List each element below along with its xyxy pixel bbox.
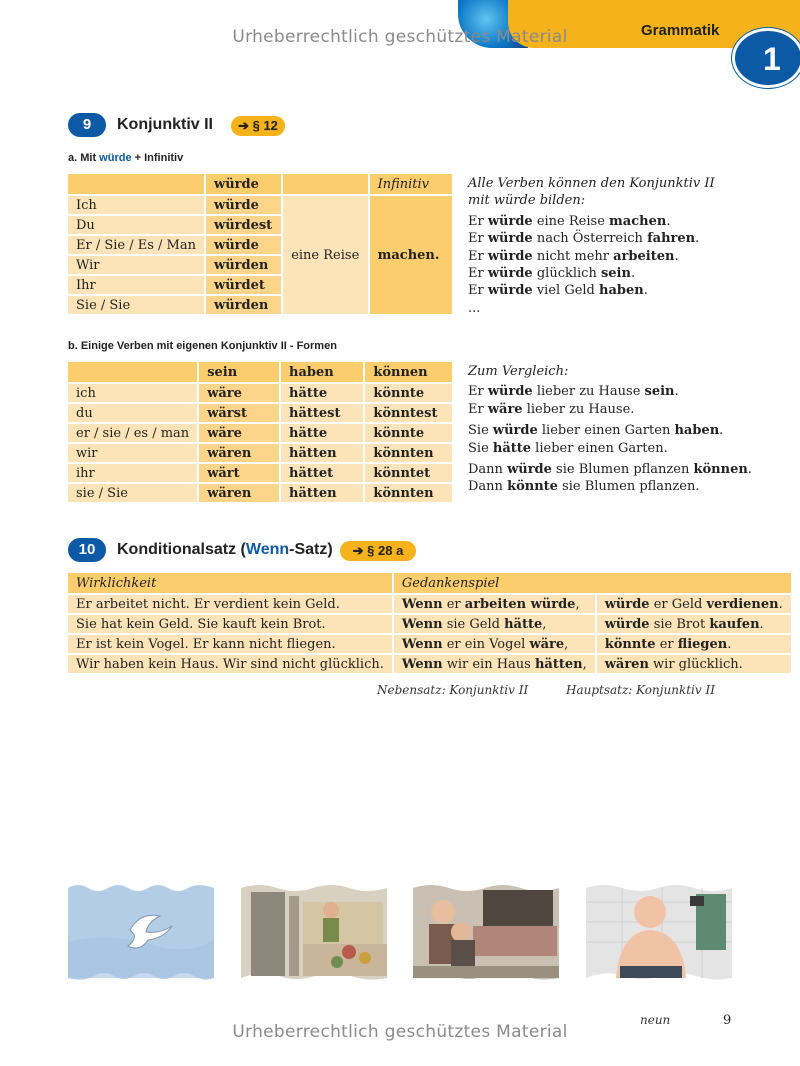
comparison-sentence: Er würde lieber zu Hause sein.: [468, 384, 679, 400]
comparison-sentence: Sie würde lieber einen Garten haben.: [468, 423, 724, 439]
table-header-row: [67, 361, 453, 383]
example-sentence: Er würde viel Geld haben.: [468, 283, 648, 299]
section-9-reference[interactable]: ➔ § 12: [231, 116, 285, 136]
pronoun-cell: Wir: [67, 255, 205, 275]
header-cell: [67, 173, 205, 195]
verb-cell: würden: [205, 295, 282, 315]
comparison-sentence: Er wäre lieber zu Hause.: [468, 401, 635, 417]
pronoun-cell: Du: [67, 215, 205, 235]
illustration-bird: [68, 882, 214, 982]
table-row: [67, 483, 453, 503]
header-cell: Gedankenspiel: [393, 572, 792, 594]
example-sentence: Er würde nach Österreich fahren.: [468, 231, 700, 247]
infinitive-cell: machen.: [369, 195, 453, 315]
example-sentence: Er würde eine Reise machen.: [468, 213, 671, 229]
pronoun-cell: ihr: [67, 463, 198, 483]
verb-cell: wäre: [198, 383, 280, 403]
verb-cell: könntet: [364, 463, 453, 483]
wuerde-table: [66, 172, 454, 316]
header-cell: [282, 173, 368, 195]
verb-cell: würde: [205, 235, 282, 255]
subclause-cell: Wenn sie Geld hätte,: [393, 614, 596, 634]
verb-cell: hätte: [280, 383, 364, 403]
comparison-sentence: Dann würde sie Blumen pflanzen können.: [468, 462, 752, 478]
comparison-sentence: Dann könnte sie Blumen pflanzen.: [468, 479, 700, 495]
table-row: [67, 594, 792, 614]
part-a-notes: [468, 175, 715, 317]
watermark-top: Urheberrechtlich geschütztes Material: [232, 27, 568, 47]
illustration-man: [586, 882, 732, 982]
watermark-bottom: Urheberrechtlich geschütztes Material: [232, 1022, 568, 1042]
verb-cell: hätte: [280, 423, 364, 443]
table-row: [67, 403, 453, 423]
note-line: mit würde bilden:: [468, 193, 586, 209]
chapter-label: Grammatik: [641, 22, 720, 39]
table-row: [67, 443, 453, 463]
pronoun-cell: sie / Sie: [67, 483, 198, 503]
header-cell: sein: [198, 361, 280, 383]
section-10-number: 10: [68, 538, 106, 562]
verb-cell: würde: [205, 195, 282, 215]
ellipsis: ...: [468, 300, 481, 316]
pronoun-cell: Ich: [67, 195, 205, 215]
table-row: [67, 614, 792, 634]
subclause-cell: Wenn er ein Vogel wäre,: [393, 634, 596, 654]
verb-cell: hättest: [280, 403, 364, 423]
mainclause-cell: würde er Geld verdienen.: [596, 594, 792, 614]
verb-cell: könnten: [364, 483, 453, 503]
table-row: [67, 195, 453, 215]
note-line: Alle Verben können den Konjunktiv II: [468, 176, 715, 191]
verb-cell: wären: [198, 443, 280, 463]
verb-cell: könntest: [364, 403, 453, 423]
verb-cell: wäre: [198, 423, 280, 443]
pronoun-cell: Sie / Sie: [67, 295, 205, 315]
comparison-sentence: Sie hätte lieber einen Garten.: [468, 440, 668, 456]
header-cell: können: [364, 361, 453, 383]
verb-cell: hätten: [280, 483, 364, 503]
pronoun-cell: ich: [67, 383, 198, 403]
unit-number: 1: [763, 41, 781, 77]
verb-cell: könnte: [364, 423, 453, 443]
subclause-cell: Wenn er arbeiten würde,: [393, 594, 596, 614]
caption-mainclause: Hauptsatz: Konjunktiv II: [566, 683, 715, 697]
reality-cell: Er ist kein Vogel. Er kann nicht fliegen.: [67, 634, 393, 654]
reality-cell: Er arbeitet nicht. Er verdient kein Geld.: [67, 594, 393, 614]
illustration-balcony: [241, 882, 387, 982]
irregular-verbs-table: [66, 360, 454, 504]
mainclause-cell: könnte er fliegen.: [596, 634, 792, 654]
section-10-reference[interactable]: ➔ § 28 a: [340, 541, 416, 561]
header-cell: haben: [280, 361, 364, 383]
part-a-label: a. Mit würde + Infinitiv: [68, 152, 184, 164]
verb-cell: würden: [205, 255, 282, 275]
object-cell: eine Reise: [282, 195, 368, 315]
verb-cell: könnten: [364, 443, 453, 463]
page-number: 9: [723, 1013, 732, 1028]
section-9-number: 9: [68, 113, 106, 137]
mainclause-cell: wären wir glücklich.: [596, 654, 792, 674]
pronoun-cell: du: [67, 403, 198, 423]
subclause-cell: Wenn wir ein Haus hätten,: [393, 654, 596, 674]
verb-cell: hätten: [280, 443, 364, 463]
comparison-title: Zum Vergleich:: [468, 364, 569, 379]
caption-subclause: Nebensatz: Konjunktiv II: [377, 683, 529, 697]
mainclause-cell: würde sie Brot kaufen.: [596, 614, 792, 634]
reality-cell: Sie hat kein Geld. Sie kauft kein Brot.: [67, 614, 393, 634]
verb-cell: wärst: [198, 403, 280, 423]
pronoun-cell: Ihr: [67, 275, 205, 295]
page-word: neun: [640, 1013, 671, 1027]
section-10-title: Konditionalsatz (Wenn-Satz): [117, 541, 333, 558]
reality-cell: Wir haben kein Haus. Wir sind nicht glücklich.: [67, 654, 393, 674]
table-header-row: [67, 572, 792, 594]
part-b-label: b. Einige Verben mit eigenen Konjunktiv II - Formen: [68, 340, 337, 352]
verb-cell: würdet: [205, 275, 282, 295]
table-header-row: [67, 173, 453, 195]
header-cell: würde: [205, 173, 282, 195]
verb-cell: hättet: [280, 463, 364, 483]
section-9-title: Konjunktiv II: [117, 116, 213, 133]
example-sentence: Er würde glücklich sein.: [468, 266, 636, 282]
table-row: [67, 634, 792, 654]
header-cell: [67, 361, 198, 383]
header-cell: Wirklichkeit: [67, 572, 393, 594]
part-b-comparison: [468, 363, 752, 496]
verb-cell: wärt: [198, 463, 280, 483]
pronoun-cell: er / sie / es / man: [67, 423, 198, 443]
pronoun-cell: Er / Sie / Es / Man: [67, 235, 205, 255]
table-row: [67, 423, 453, 443]
verb-cell: könnte: [364, 383, 453, 403]
illustration-people: [413, 882, 559, 982]
example-sentence: Er würde nicht mehr arbeiten.: [468, 248, 679, 264]
table-row: [67, 383, 453, 403]
conditional-table: [66, 571, 793, 675]
pronoun-cell: wir: [67, 443, 198, 463]
header-cell: Infinitiv: [369, 173, 453, 195]
table-row: [67, 654, 792, 674]
table-row: [67, 463, 453, 483]
verb-cell: wären: [198, 483, 280, 503]
verb-cell: würdest: [205, 215, 282, 235]
